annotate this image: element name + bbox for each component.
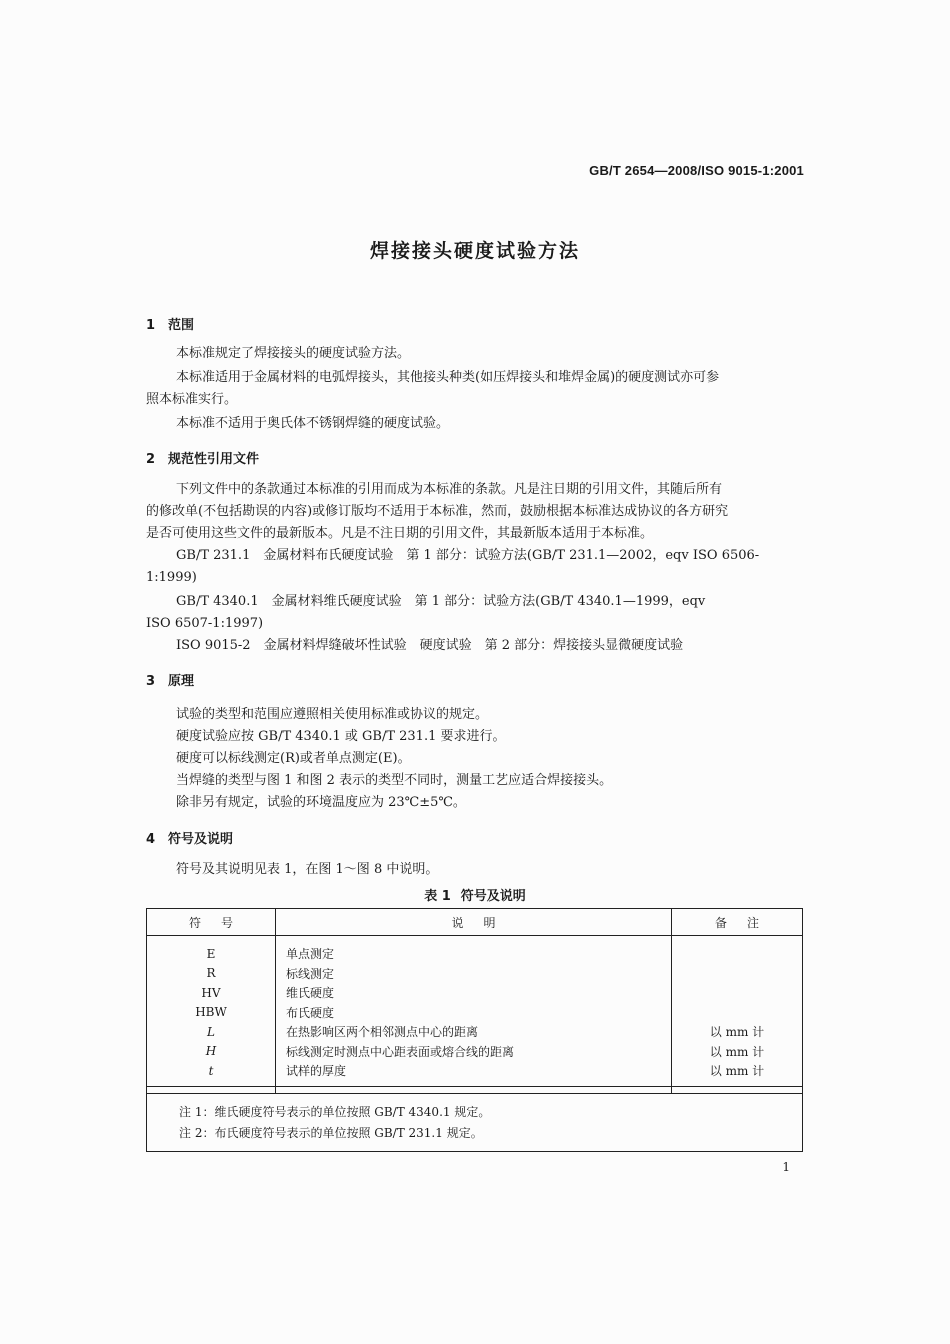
- reference-item: GB/T 231.1 金属材料布氏硬度试验 第 1 部分：试验方法(GB/T 231.1—2002，eqv ISO 6506-: [176, 548, 760, 563]
- table-note: 注 2：布氏硬度符号表示的单位按照 GB/T 231.1 规定。: [179, 1126, 483, 1140]
- paragraph: 当焊缝的类型与图 1 和图 2 表示的类型不同时，测量工艺应适合焊接接头。: [176, 773, 613, 788]
- table-note: 注 1：维氏硬度符号表示的单位按照 GB/T 4340.1 规定。: [179, 1105, 491, 1119]
- column-header-remark: 备注: [672, 909, 803, 936]
- section-heading-references: 2 规范性引用文件: [146, 452, 260, 467]
- paragraph: 除非另有规定，试验的环境温度应为 23℃±5℃。: [176, 795, 466, 810]
- reference-item: ISO 6507-1:1997): [146, 616, 264, 631]
- reference-item: 1:1999): [146, 570, 197, 585]
- paragraph: 符号及其说明见表 1，在图 1～图 8 中说明。: [176, 862, 439, 877]
- paragraph: 本标准规定了焊接接头的硬度试验方法。: [176, 346, 411, 361]
- description-cell: 在热影响区两个相邻测点中心的距离: [276, 1022, 672, 1042]
- section-heading-scope: 1 范围: [146, 318, 195, 333]
- table-row: [147, 1022, 803, 1042]
- reference-item: ISO 9015-2 金属材料焊缝破坏性试验 硬度试验 第 2 部分：焊接接头显微硬度试验: [176, 638, 684, 653]
- standard-code: GB/T 2654—2008/ISO 9015-1:2001: [589, 163, 804, 178]
- symbol-cell: HBW: [147, 1003, 276, 1023]
- table-spacer-row: [147, 936, 803, 945]
- table-row: [147, 964, 803, 984]
- reference-item: GB/T 4340.1 金属材料维氏硬度试验 第 1 部分：试验方法(GB/T 4340.1—1999，eqv: [176, 594, 706, 609]
- symbol-cell: HV: [147, 983, 276, 1003]
- remark-cell: [672, 944, 803, 964]
- paragraph: 照本标准实行。: [146, 392, 238, 407]
- document-title: 焊接接头硬度试验方法: [369, 240, 580, 262]
- paragraph: 硬度可以标线测定(R)或者单点测定(E)。: [176, 751, 411, 766]
- symbol-cell: E: [147, 944, 276, 964]
- paragraph: 的修改单(不包括勘误的内容)或修订版均不适用于本标准，然而，鼓励根据本标准达成协议的各方研究: [146, 504, 729, 519]
- description-cell: 标线测定时测点中心距表面或熔合线的距离: [276, 1042, 672, 1062]
- remark-cell: 以 mm 计: [672, 1042, 803, 1062]
- paragraph: 本标准适用于金属材料的电弧焊接头，其他接头种类(如压焊接头和堆焊金属)的硬度测试亦可参: [176, 370, 720, 385]
- remark-cell: [672, 983, 803, 1003]
- table-row: [147, 983, 803, 1003]
- symbol-cell: t: [147, 1061, 276, 1081]
- symbol-cell: R: [147, 964, 276, 984]
- paragraph: 下列文件中的条款通过本标准的引用而成为本标准的条款。凡是注日期的引用文件，其随后所有: [176, 482, 723, 497]
- symbols-table: [146, 908, 803, 1094]
- remark-cell: 以 mm 计: [672, 1022, 803, 1042]
- table-header-row: [147, 909, 803, 936]
- symbol-cell: L: [147, 1022, 276, 1042]
- description-cell: 试样的厚度: [276, 1061, 672, 1081]
- section-heading-symbols: 4 符号及说明: [146, 832, 234, 847]
- table-caption: 表 1 符号及说明: [424, 889, 526, 904]
- remark-cell: [672, 964, 803, 984]
- paragraph: 本标准不适用于奥氏体不锈钢焊缝的硬度试验。: [176, 416, 450, 431]
- description-cell: 维氏硬度: [276, 983, 672, 1003]
- description-cell: 布氏硬度: [276, 1003, 672, 1023]
- paragraph: 硬度试验应按 GB/T 4340.1 或 GB/T 231.1 要求进行。: [176, 729, 506, 744]
- description-cell: 单点测定: [276, 944, 672, 964]
- description-cell: 标线测定: [276, 964, 672, 984]
- table-row: [147, 1061, 803, 1081]
- column-header-symbol: 符号: [147, 909, 276, 936]
- page-number: 1: [782, 1160, 790, 1174]
- remark-cell: [672, 1003, 803, 1023]
- column-header-description: 说明: [276, 909, 672, 936]
- symbol-cell: H: [147, 1042, 276, 1062]
- table-row: [147, 944, 803, 964]
- table-row: [147, 1042, 803, 1062]
- table-notes: [146, 1086, 803, 1152]
- paragraph: 是否可使用这些文件的最新版本。凡是不注日期的引用文件，其最新版本适用于本标准。: [146, 526, 654, 541]
- paragraph: 试验的类型和范围应遵照相关使用标准或协议的规定。: [176, 707, 489, 722]
- remark-cell: 以 mm 计: [672, 1061, 803, 1081]
- table-row: [147, 1003, 803, 1023]
- section-heading-principle: 3 原理: [146, 674, 195, 689]
